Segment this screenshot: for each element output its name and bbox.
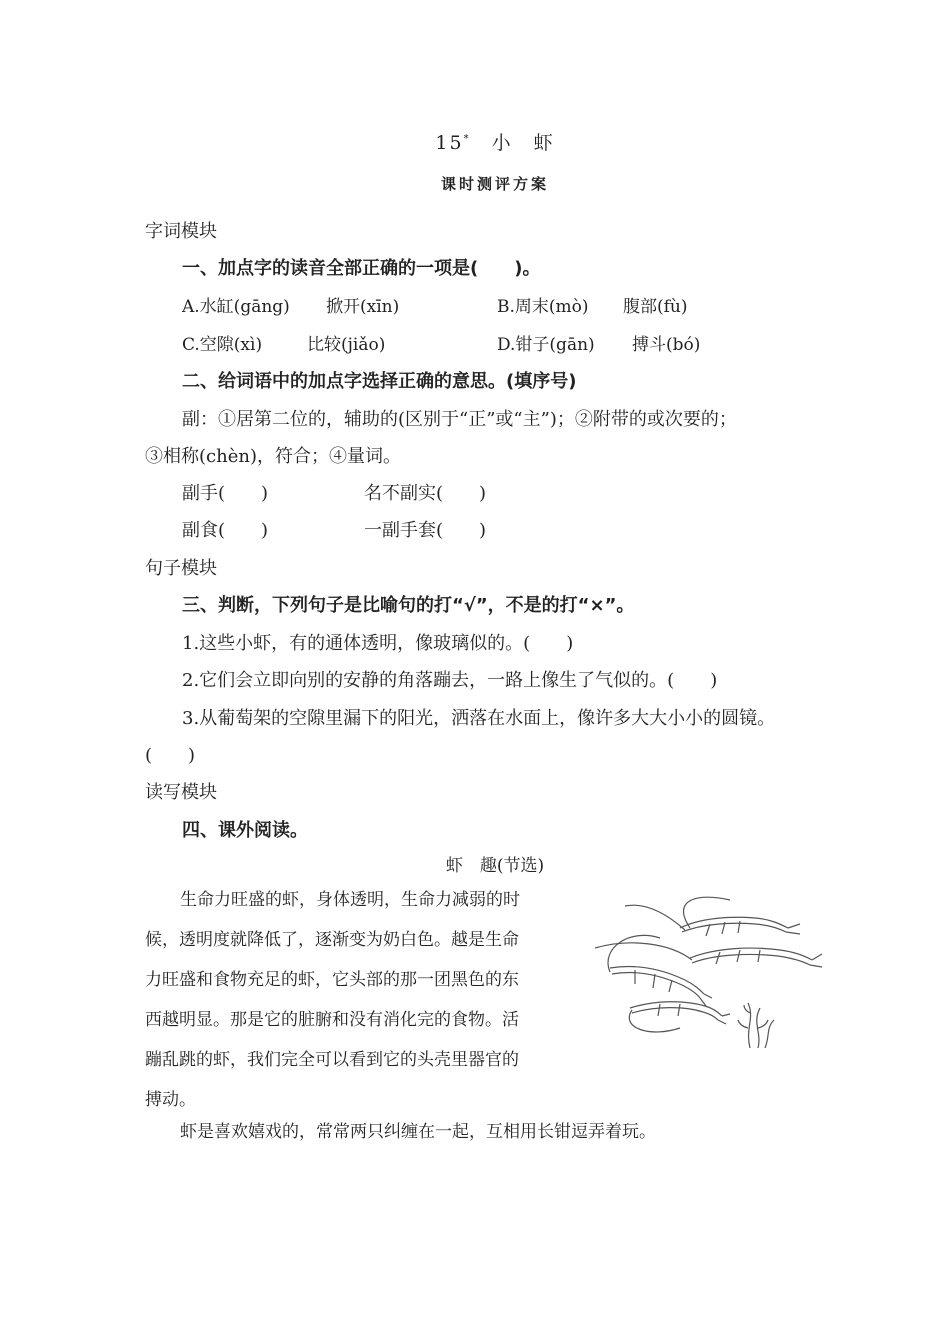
passage-title: 虾 趣(节选) — [445, 856, 545, 876]
passage-line: 生命力旺盛的虾，身体透明，生命力减弱的时 — [180, 890, 520, 910]
definition-line-2: ③相称(chèn)，符合；④量词。 — [145, 446, 401, 467]
q3-sentence-1: 1.这些小虾，有的通体透明，像玻璃似的。( ) — [182, 633, 574, 654]
definition-line-1: 副：①居第二位的，辅助的(区别于“正”或“主”)；②附带的或次要的； — [182, 409, 737, 430]
passage-line: 候，透明度就降低了，逐渐变为奶白色。越是生命 — [145, 930, 519, 950]
question-1-prompt: 一、加点字的读音全部正确的一项是( )。 — [182, 258, 541, 279]
seaweed-icon — [738, 1003, 774, 1048]
lesson-mark: * — [463, 133, 471, 145]
module-heading-sentences: 句子模块 — [145, 558, 217, 579]
passage-line: 搏动。 — [145, 1090, 196, 1110]
q2-item-1: 副手( ) — [182, 483, 269, 504]
q2-item-3: 副食( ) — [182, 520, 269, 541]
option-a-word1: A.水缸(gāng) — [182, 297, 290, 317]
module-heading-words: 字词模块 — [145, 221, 217, 242]
shrimp-illustration — [590, 888, 830, 1056]
option-d-word1: D.钳子(gān) — [497, 335, 595, 355]
passage-line: 力旺盛和食物充足的虾，它头部的那一团黑色的东 — [145, 970, 519, 990]
option-d-word2: 搏斗(bó) — [632, 335, 701, 355]
page-subtitle: 课时测评方案 — [440, 175, 549, 193]
page-title — [0, 128, 950, 155]
question-3-prompt: 三、判断，下列句子是比喻句的打“√”，不是的打“×”。 — [182, 595, 635, 616]
q3-sentence-3-blank: ( ) — [145, 745, 196, 766]
q3-sentence-2: 2.它们会立即向别的安静的角落蹦去，一路上像生了气似的。( ) — [182, 670, 718, 691]
shrimp-icon — [595, 943, 822, 967]
q2-item-2: 名不副实( ) — [364, 483, 487, 504]
lesson-title: 小 虾 — [491, 132, 555, 154]
shrimp-icon — [625, 897, 800, 936]
option-c-word2: 比较(jiǎo) — [307, 335, 386, 355]
option-b-word2: 腹部(fù) — [623, 297, 688, 317]
passage-paragraph-2: 虾是喜欢嬉戏的，常常两只纠缠在一起，互相用长钳逗弄着玩。 — [180, 1122, 656, 1142]
lesson-number: 15 — [435, 132, 464, 154]
question-4-prompt: 四、课外阅读。 — [182, 820, 308, 841]
passage-line: 蹦乱跳的虾，我们完全可以看到它的头壳里器官的 — [145, 1050, 519, 1070]
shrimp-icon — [629, 1002, 730, 1032]
q3-sentence-3: 3.从葡萄架的空隙里漏下的阳光，洒落在水面上，像许多大大小小的圆镜。 — [182, 708, 776, 729]
option-b-word1: B.周末(mò) — [497, 297, 589, 317]
option-c-word1: C.空隙(xì) — [182, 335, 263, 355]
module-heading-reading: 读写模块 — [145, 782, 217, 803]
passage-line: 西越明显。那是它的脏腑和没有消化完的食物。活 — [145, 1010, 519, 1030]
option-a-word2: 掀开(xīn) — [326, 297, 400, 317]
question-2-prompt: 二、给词语中的加点字选择正确的意思。(填序号) — [182, 371, 577, 392]
q2-item-4: 一副手套( ) — [364, 520, 487, 541]
